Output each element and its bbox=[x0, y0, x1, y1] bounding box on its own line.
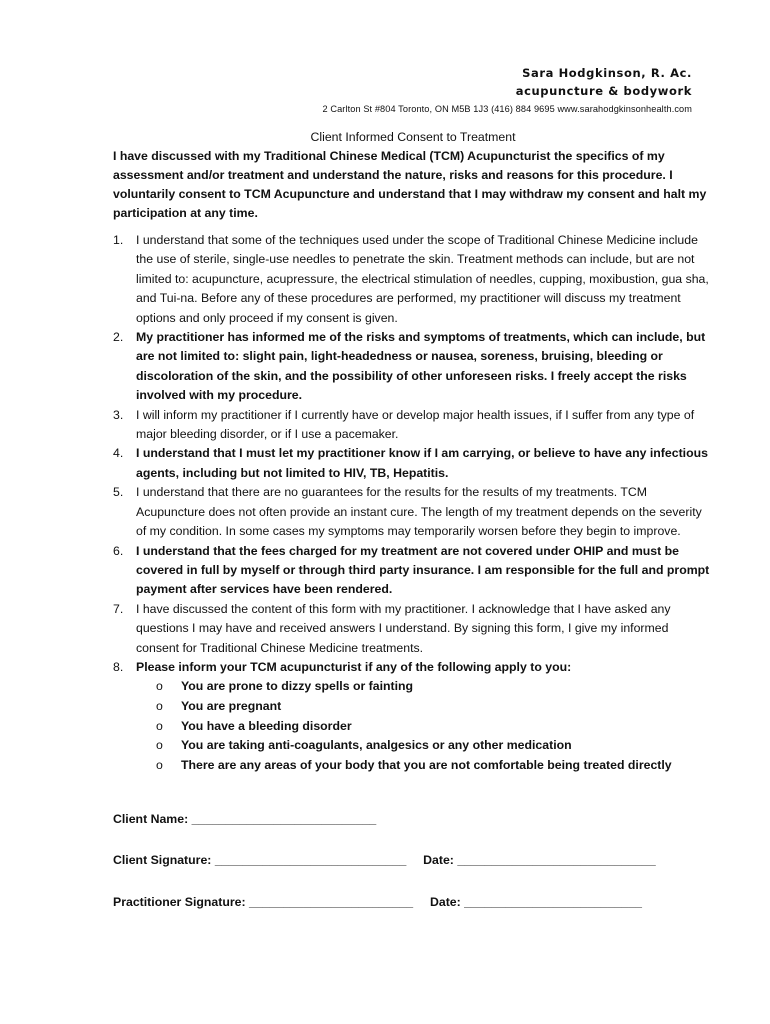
condition-item: o You have a bleeding disorder bbox=[156, 717, 713, 737]
client-signature-row bbox=[113, 853, 656, 867]
practitioner-date-field[interactable]: __________________________ bbox=[464, 895, 642, 909]
consent-item bbox=[113, 658, 713, 775]
item-number: 2. bbox=[113, 330, 124, 345]
practitioner-signature-field[interactable]: ________________________ bbox=[248, 895, 414, 909]
letterhead bbox=[322, 64, 692, 116]
client-name-label: Client Name: bbox=[113, 812, 189, 826]
item-number: 8. bbox=[113, 659, 124, 674]
consent-item bbox=[113, 231, 713, 328]
item-text: I have discussed the content of this form with my practitioner. I acknowledge that I have asked any questions I may have and received answers I understand. By signing this form, I give my informed consent for Traditional Chinese Medicine treatments. bbox=[136, 601, 671, 655]
item-text: I understand that the fees charged for my treatment are not covered under OHIP and must be covered in full by myself or through third party insurance. I am responsible for the full and prompt payment after services have been rendered. bbox=[136, 543, 710, 597]
consent-item bbox=[113, 483, 713, 541]
item-number: 5. bbox=[113, 485, 124, 500]
consent-item bbox=[113, 444, 713, 483]
condition-item: o There are any areas of your body that you are not comfortable being treated directly bbox=[156, 756, 713, 776]
item-text: My practitioner has informed me of the risks and symptoms of treatments, which can include, but are not limited to: slight pain, light-headedness or nausea, soreness, bruising, bleeding or discoloration of the skin, and the possibility of other unforeseen risks. I freely accept the risks involved with my procedure. bbox=[136, 330, 706, 403]
item-text: I understand that there are no guarantees for the results for the results of my treatments. TCM Acupuncture does not often provide an instant cure. The length of my treatment depends on the severity of my condition. In some cases my symptoms may temporarily worsen before they begin to improve. bbox=[136, 485, 702, 539]
item-number: 4. bbox=[113, 446, 124, 461]
conditions-list bbox=[136, 677, 713, 775]
bullet-icon: o bbox=[156, 718, 163, 733]
item-number: 6. bbox=[113, 543, 124, 558]
practitioner-name: Sara Hodgkinson, R. Ac. bbox=[522, 66, 692, 80]
condition-item: o You are pregnant bbox=[156, 697, 713, 717]
intro-paragraph: I have discussed with my Traditional Chinese Medical (TCM) Acupuncturist the specifics of my assessment and/or treatment and understand the nature, risks and reasons for this procedure. I voluntarily consent to TCM Acupuncture and understand that I may withdraw my consent and halt my participation at any time. bbox=[113, 149, 707, 220]
practitioner-signature-row bbox=[113, 895, 642, 909]
item-text: I understand that I must let my practitioner know if I am carrying, or believe to have any infectious agents, including but not limited to HIV, TB, Hepatitis. bbox=[136, 446, 708, 480]
item-number: 3. bbox=[113, 407, 124, 422]
bullet-icon: o bbox=[156, 679, 163, 694]
bullet-icon: o bbox=[156, 757, 163, 772]
client-name-row bbox=[113, 812, 376, 826]
client-date-field[interactable]: _____________________________ bbox=[457, 853, 656, 867]
practitioner-signature-label: Practitioner Signature: bbox=[113, 895, 246, 909]
consent-items bbox=[113, 231, 713, 775]
client-signature-field[interactable]: ____________________________ bbox=[214, 853, 407, 867]
consent-item bbox=[113, 600, 713, 658]
consent-item bbox=[113, 328, 713, 406]
bullet-icon: o bbox=[156, 738, 163, 753]
practice-tagline: acupuncture & bodywork bbox=[515, 84, 692, 98]
practitioner-date-label: Date: bbox=[429, 895, 461, 909]
item-number: 7. bbox=[113, 601, 124, 616]
item-number: 1. bbox=[113, 233, 124, 247]
condition-item: o You are taking anti-coagulants, analgesics or any other medication bbox=[156, 736, 713, 756]
client-name-field[interactable]: ___________________________ bbox=[191, 812, 377, 826]
item-text: I understand that some of the techniques used under the scope of Traditional Chinese Medicine include the use of sterile, single-use needles to penetrate the skin. Treatment methods can include, but are not limited to: acupuncture, acupressure, the electrical stimulation of needles, cupping, moxibustion, gua sha, and Tui-na. Before any of these procedures are performed, my practitioner will discuss my treatment options and only proceed if my consent is given. bbox=[136, 233, 709, 325]
client-signature-label: Client Signature: bbox=[113, 853, 212, 867]
consent-item bbox=[113, 542, 713, 600]
client-date-label: Date: bbox=[423, 853, 454, 867]
bullet-icon: o bbox=[156, 698, 163, 713]
practice-address: 2 Carlton St #804 Toronto, ON M5B 1J3 (416) 884 9695 www.sarahodgkinsonhealth.com bbox=[322, 104, 692, 114]
condition-item: o You are prone to dizzy spells or fainting bbox=[156, 677, 713, 697]
item-text: Please inform your TCM acupuncturist if any of the following apply to you: bbox=[136, 659, 572, 674]
consent-item bbox=[113, 406, 713, 445]
document-title: Client Informed Consent to Treatment bbox=[310, 130, 516, 144]
consent-body bbox=[113, 128, 713, 775]
item-text: I will inform my practitioner if I currently have or develop major health issues, if I suffer from any type of major bleeding disorder, or if I use a pacemaker. bbox=[136, 407, 695, 442]
